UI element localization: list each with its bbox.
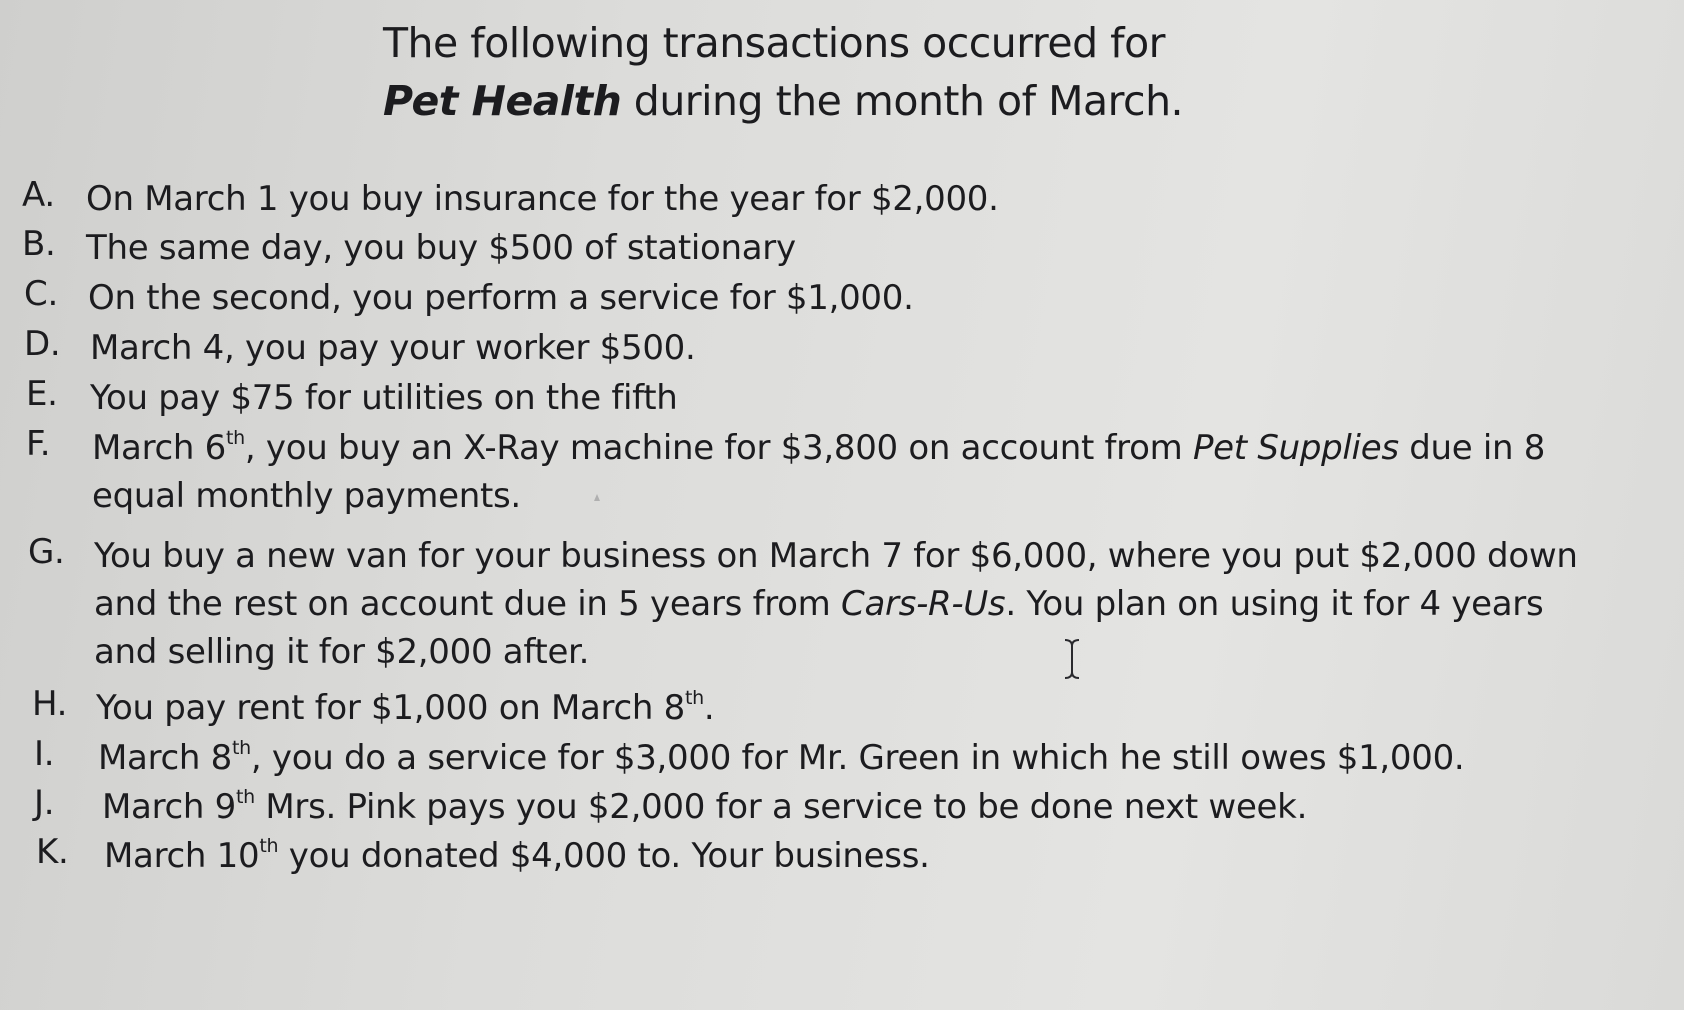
item-text: March 9th Mrs. Pink pays you $2,000 for a service to be done next week. — [102, 786, 1308, 827]
item-letter: D. — [24, 324, 61, 364]
item-text: On March 1 you buy insurance for the year for $2,000. — [86, 179, 999, 219]
vendor-name: Pet Supplies — [1192, 428, 1399, 468]
item-letter: A. — [22, 175, 55, 215]
title-line-2-rest: during the month of March. — [621, 77, 1184, 125]
item-text: You buy a new van for your business on March 7 for $6,000, where you put $2,000 down and the rest on account due in 5 years from Cars-R-Us. You plan on using it for 4 years and selling it for $2,000 after. — [94, 536, 1578, 672]
item-letter: H. — [32, 684, 68, 724]
item-text: You pay rent for $1,000 on March 8th. — [96, 687, 715, 728]
item-text: On the second, you perform a service for $1,000. — [88, 278, 914, 318]
item-text: March 6th, you buy an X-Ray machine for $3,800 on account from Pet Supplies due in 8 equal monthly payments. — [92, 427, 1546, 516]
item-letter: J. — [34, 783, 55, 823]
item-text: The same day, you buy $500 of stationary — [86, 228, 796, 268]
company-name: Pet Health — [383, 77, 622, 125]
title-line-1: The following transactions occurred for — [383, 19, 1166, 67]
item-letter: G. — [28, 532, 65, 572]
item-letter: K. — [36, 832, 69, 872]
item-text: You pay $75 for utilities on the fifth — [90, 378, 678, 418]
item-letter: B. — [22, 224, 56, 264]
item-letter: F. — [26, 424, 51, 464]
item-letter: E. — [26, 374, 58, 414]
item-text: March 10th you donated $4,000 to. Your business. — [104, 835, 930, 876]
item-letter: I. — [34, 734, 55, 774]
text-cursor-icon — [1062, 637, 1082, 681]
item-text: March 4, you pay your worker $500. — [90, 328, 696, 368]
item-text: March 8th, you do a service for $3,000 for Mr. Green in which he still owes $1,000. — [98, 737, 1465, 778]
pointer-speck-icon — [592, 493, 602, 503]
vendor-name: Cars-R-Us — [841, 584, 1006, 624]
item-letter: C. — [24, 274, 58, 314]
